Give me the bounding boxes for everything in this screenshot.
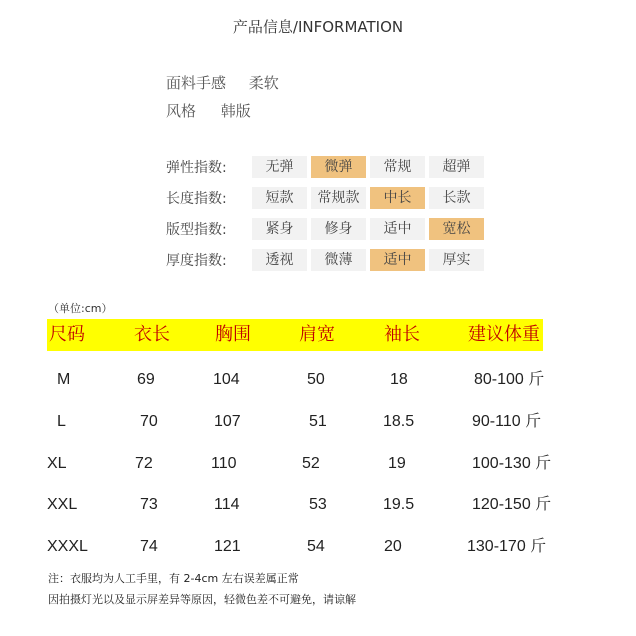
- length-option: 短款: [252, 187, 307, 209]
- header-size: 尺码: [49, 324, 85, 345]
- length-index-row: [166, 186, 484, 210]
- table-row: [0, 368, 636, 392]
- size-cell: XL: [47, 455, 67, 472]
- elasticity-option: 常规: [370, 156, 425, 178]
- table-row: [0, 410, 636, 434]
- fabric-feel-value: 柔软: [248, 74, 279, 92]
- length-index-label: 长度指数:: [166, 191, 227, 207]
- thickness-index-label: 厚度指数:: [166, 253, 227, 269]
- shoulder-cell: 50: [307, 371, 325, 388]
- style-row: [166, 100, 251, 121]
- thickness-option: 微薄: [311, 249, 366, 271]
- fit-option: 适中: [370, 218, 425, 240]
- header-chest: 胸围: [215, 324, 251, 345]
- weight-cell: 90-110 斤: [472, 413, 542, 430]
- note-color-difference: 因拍摄灯光以及显示屏差异等原因，轻微色差不可避免，请谅解: [48, 593, 356, 606]
- thickness-option: 适中: [370, 249, 425, 271]
- fit-index-row: [166, 217, 484, 241]
- fit-index-label: 版型指数:: [166, 222, 227, 238]
- thickness-index-row: [166, 248, 484, 272]
- sleeve-cell: 18.5: [383, 413, 415, 430]
- size-cell: M: [57, 371, 71, 388]
- length-cell: 72: [135, 455, 153, 472]
- length-cell: 70: [140, 413, 158, 430]
- sleeve-cell: 20: [384, 538, 402, 555]
- note-measurement: 注：衣服均为人工手里，有 2-4cm 左右误差属正常: [48, 572, 299, 585]
- chest-cell: 107: [214, 413, 241, 430]
- sleeve-cell: 19.5: [383, 496, 415, 513]
- length-cell: 69: [137, 371, 155, 388]
- elasticity-index-row: [166, 155, 484, 179]
- size-cell: XXXL: [47, 538, 88, 555]
- style-label: 风格: [166, 102, 197, 120]
- shoulder-cell: 52: [302, 455, 320, 472]
- shoulder-cell: 51: [309, 413, 327, 430]
- weight-cell: 120-150 斤: [472, 496, 552, 513]
- header-sleeve: 袖长: [384, 324, 420, 345]
- fit-option: 修身: [311, 218, 366, 240]
- size-cell: L: [57, 413, 66, 430]
- page-title: 产品信息/INFORMATION: [232, 18, 404, 36]
- thickness-option: 透视: [252, 249, 307, 271]
- fabric-feel-row: [166, 72, 279, 93]
- length-cell: 74: [140, 538, 158, 555]
- elasticity-option: 超弹: [429, 156, 484, 178]
- length-option: 常规款: [311, 187, 366, 209]
- length-cell: 73: [140, 496, 158, 513]
- chest-cell: 114: [214, 496, 240, 513]
- sleeve-cell: 18: [390, 371, 408, 388]
- table-row: [0, 535, 636, 559]
- size-table-header: [47, 319, 543, 351]
- header-length: 衣长: [134, 324, 170, 345]
- elasticity-option: 微弹: [311, 156, 366, 178]
- table-row: [0, 493, 636, 517]
- fit-option: 紧身: [252, 218, 307, 240]
- header-shoulder: 肩宽: [299, 324, 335, 345]
- chest-cell: 104: [213, 371, 240, 388]
- chest-cell: 110: [211, 455, 237, 472]
- unit-label: （单位:cm）: [48, 302, 113, 315]
- weight-cell: 80-100 斤: [474, 371, 545, 388]
- weight-cell: 130-170 斤: [467, 538, 547, 555]
- fit-option: 宽松: [429, 218, 484, 240]
- header-weight: 建议体重: [468, 324, 540, 345]
- fabric-feel-label: 面料手感: [166, 74, 227, 92]
- table-row: [0, 452, 636, 476]
- weight-cell: 100-130 斤: [472, 455, 552, 472]
- elasticity-option: 无弹: [252, 156, 307, 178]
- shoulder-cell: 53: [309, 496, 327, 513]
- length-option: 长款: [429, 187, 484, 209]
- elasticity-index-label: 弹性指数:: [166, 160, 227, 176]
- chest-cell: 121: [214, 538, 241, 555]
- size-cell: XXL: [47, 496, 78, 513]
- length-option: 中长: [370, 187, 425, 209]
- style-value: 韩版: [220, 102, 251, 120]
- thickness-option: 厚实: [429, 249, 484, 271]
- shoulder-cell: 54: [307, 538, 325, 555]
- sleeve-cell: 19: [388, 455, 406, 472]
